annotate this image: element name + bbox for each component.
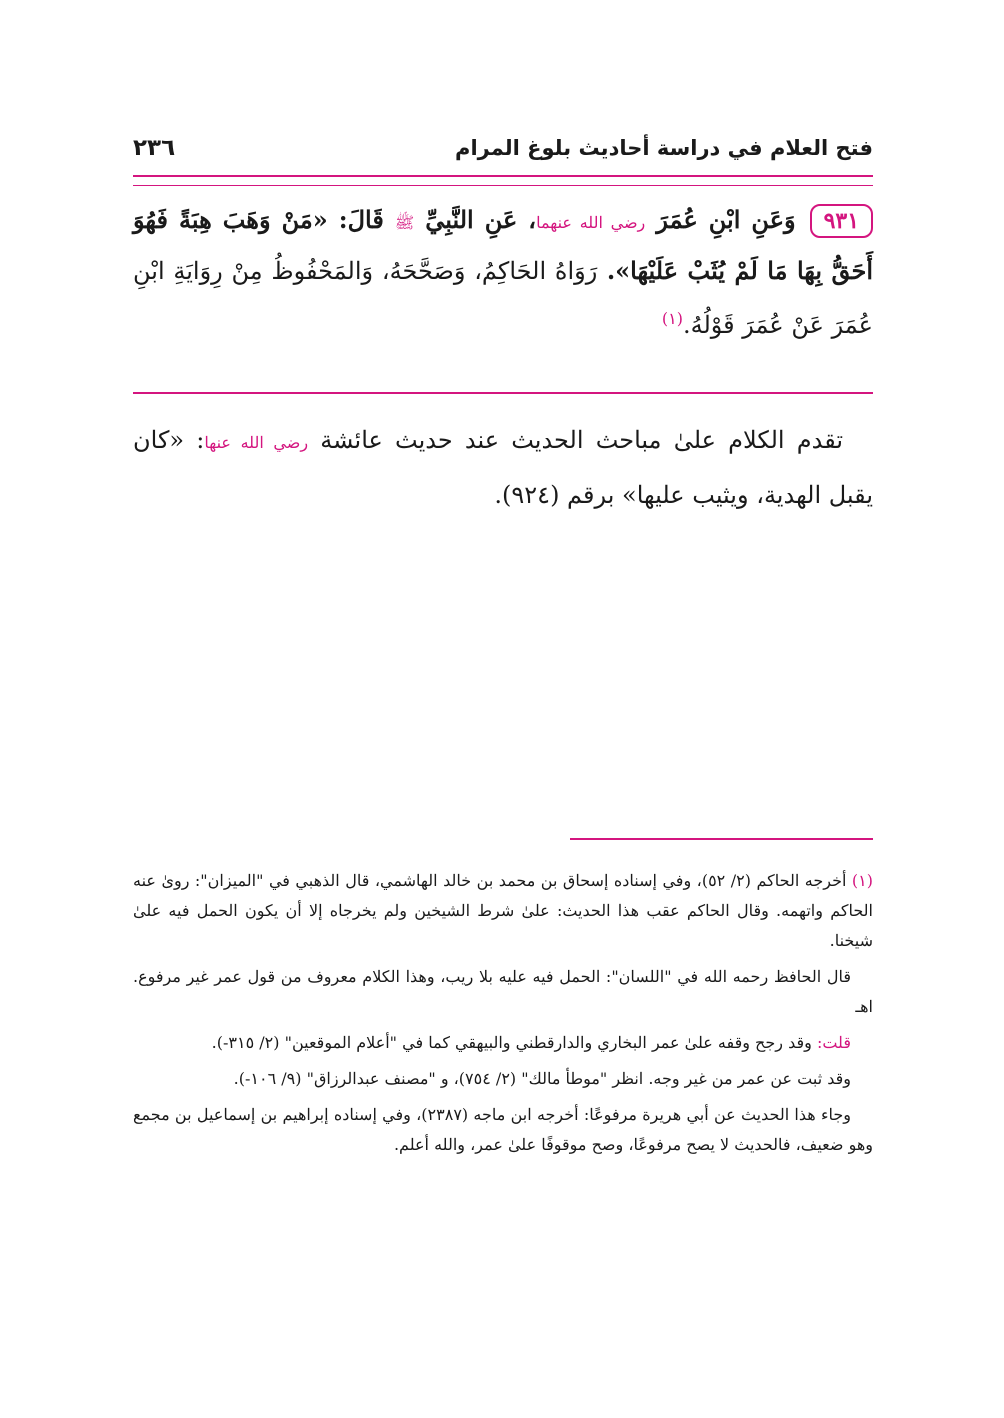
header-rule (133, 175, 873, 177)
hadith-text-2: ، عَنِ النَّبِيِّ (425, 205, 537, 234)
commentary (133, 414, 873, 521)
footnote-paragraph-1: أخرجه الحاكم (٢/ ٥٢)، وفي إسناده إسحاق بن محمد بن خالد الهاشمي، قال الذهبي في "الميزان": روىٰ عنه الحاكم واتهمه. وقال الحاكم عقب هذا الحديث: علىٰ شرط الشيخين ولم يخرجاه إلا أن يكون الحمل فيه علىٰ شيخنا. (133, 871, 874, 950)
footnotes (133, 866, 873, 1166)
commentary-text-1: تقدم الكلام علىٰ مباحث الحديث عند حديث عائشة (320, 426, 844, 454)
footnote-number: (١) (851, 871, 873, 890)
footnote-reference[interactable]: (١) (661, 309, 683, 328)
honorific-aisha: رضي الله عنها (204, 433, 309, 452)
footnote-separator (570, 838, 873, 840)
commentary-text-2: : «كان يقبل الهدية، ويثيب عليها» برقم (٩٢٤). (133, 426, 873, 509)
header-rule-thin (133, 185, 873, 186)
hadith-number-badge: ٩٣١ (810, 204, 873, 238)
hadith-text-3: قَالَ: «مَنْ وَهَبَ هِبَةً فَهُوَ أَحَقُّ بِهَا مَا لَمْ يُثَبْ عَلَيْهَا». (133, 205, 874, 285)
honorific-ibn-umar: رضي الله عنهما (536, 213, 646, 232)
hadith-block (133, 196, 873, 349)
hadith-text-4: رَوَاهُ الحَاكِمُ، وَصَحَّحَهُ، وَالمَحْفُوظُ مِنْ رِوَايَةِ ابْنِ عُمَرَ عَنْ عُمَرَ قَوْلُهُ. (133, 257, 873, 339)
footnote-paragraph-5: وجاء هذا الحديث عن أبي هريرة مرفوعًا: أخرجه ابن ماجه (٢٣٨٧)، وفي إسناده إبراهيم بن إسماعيل بن مجمع وهو ضعيف، فالحديث لا يصح مرفوعًا، وصح موقوفًا علىٰ عمر، والله أعلم. (133, 1105, 873, 1154)
footnote-1 (133, 866, 873, 956)
footnote-paragraph-3 (133, 1028, 873, 1058)
footnote-paragraph-3-text: وقد رجح وقفه علىٰ عمر البخاري والدارقطني والبيهقي كما في "أعلام الموقعين" (٢/ ٣١٥-). (211, 1033, 812, 1052)
page-number: ٢٣٦ (133, 135, 176, 161)
honorific-prophet: ﷺ (394, 213, 415, 232)
book-title: فتح العلام في دراسة أحاديث بلوغ المرام (455, 136, 873, 160)
footnote-paragraph-2: قال الحافظ رحمه الله في "اللسان": الحمل فيه عليه بلا ريب، وهذا الكلام معروف من قول عمر غير مرفوع. اهـ (133, 967, 873, 1016)
section-rule (133, 392, 873, 394)
qultu-label: قلت: (816, 1033, 851, 1052)
hadith-text-1: وَعَنِ ابْنِ عُمَرَ (656, 205, 796, 234)
running-header (133, 128, 873, 168)
footnote-paragraph-4: وقد ثبت عن عمر من غير وجه. انظر "موطأ مالك" (٢/ ٧٥٤)، و "مصنف عبدالرزاق" (٩/ ١٠٦-). (233, 1069, 851, 1088)
